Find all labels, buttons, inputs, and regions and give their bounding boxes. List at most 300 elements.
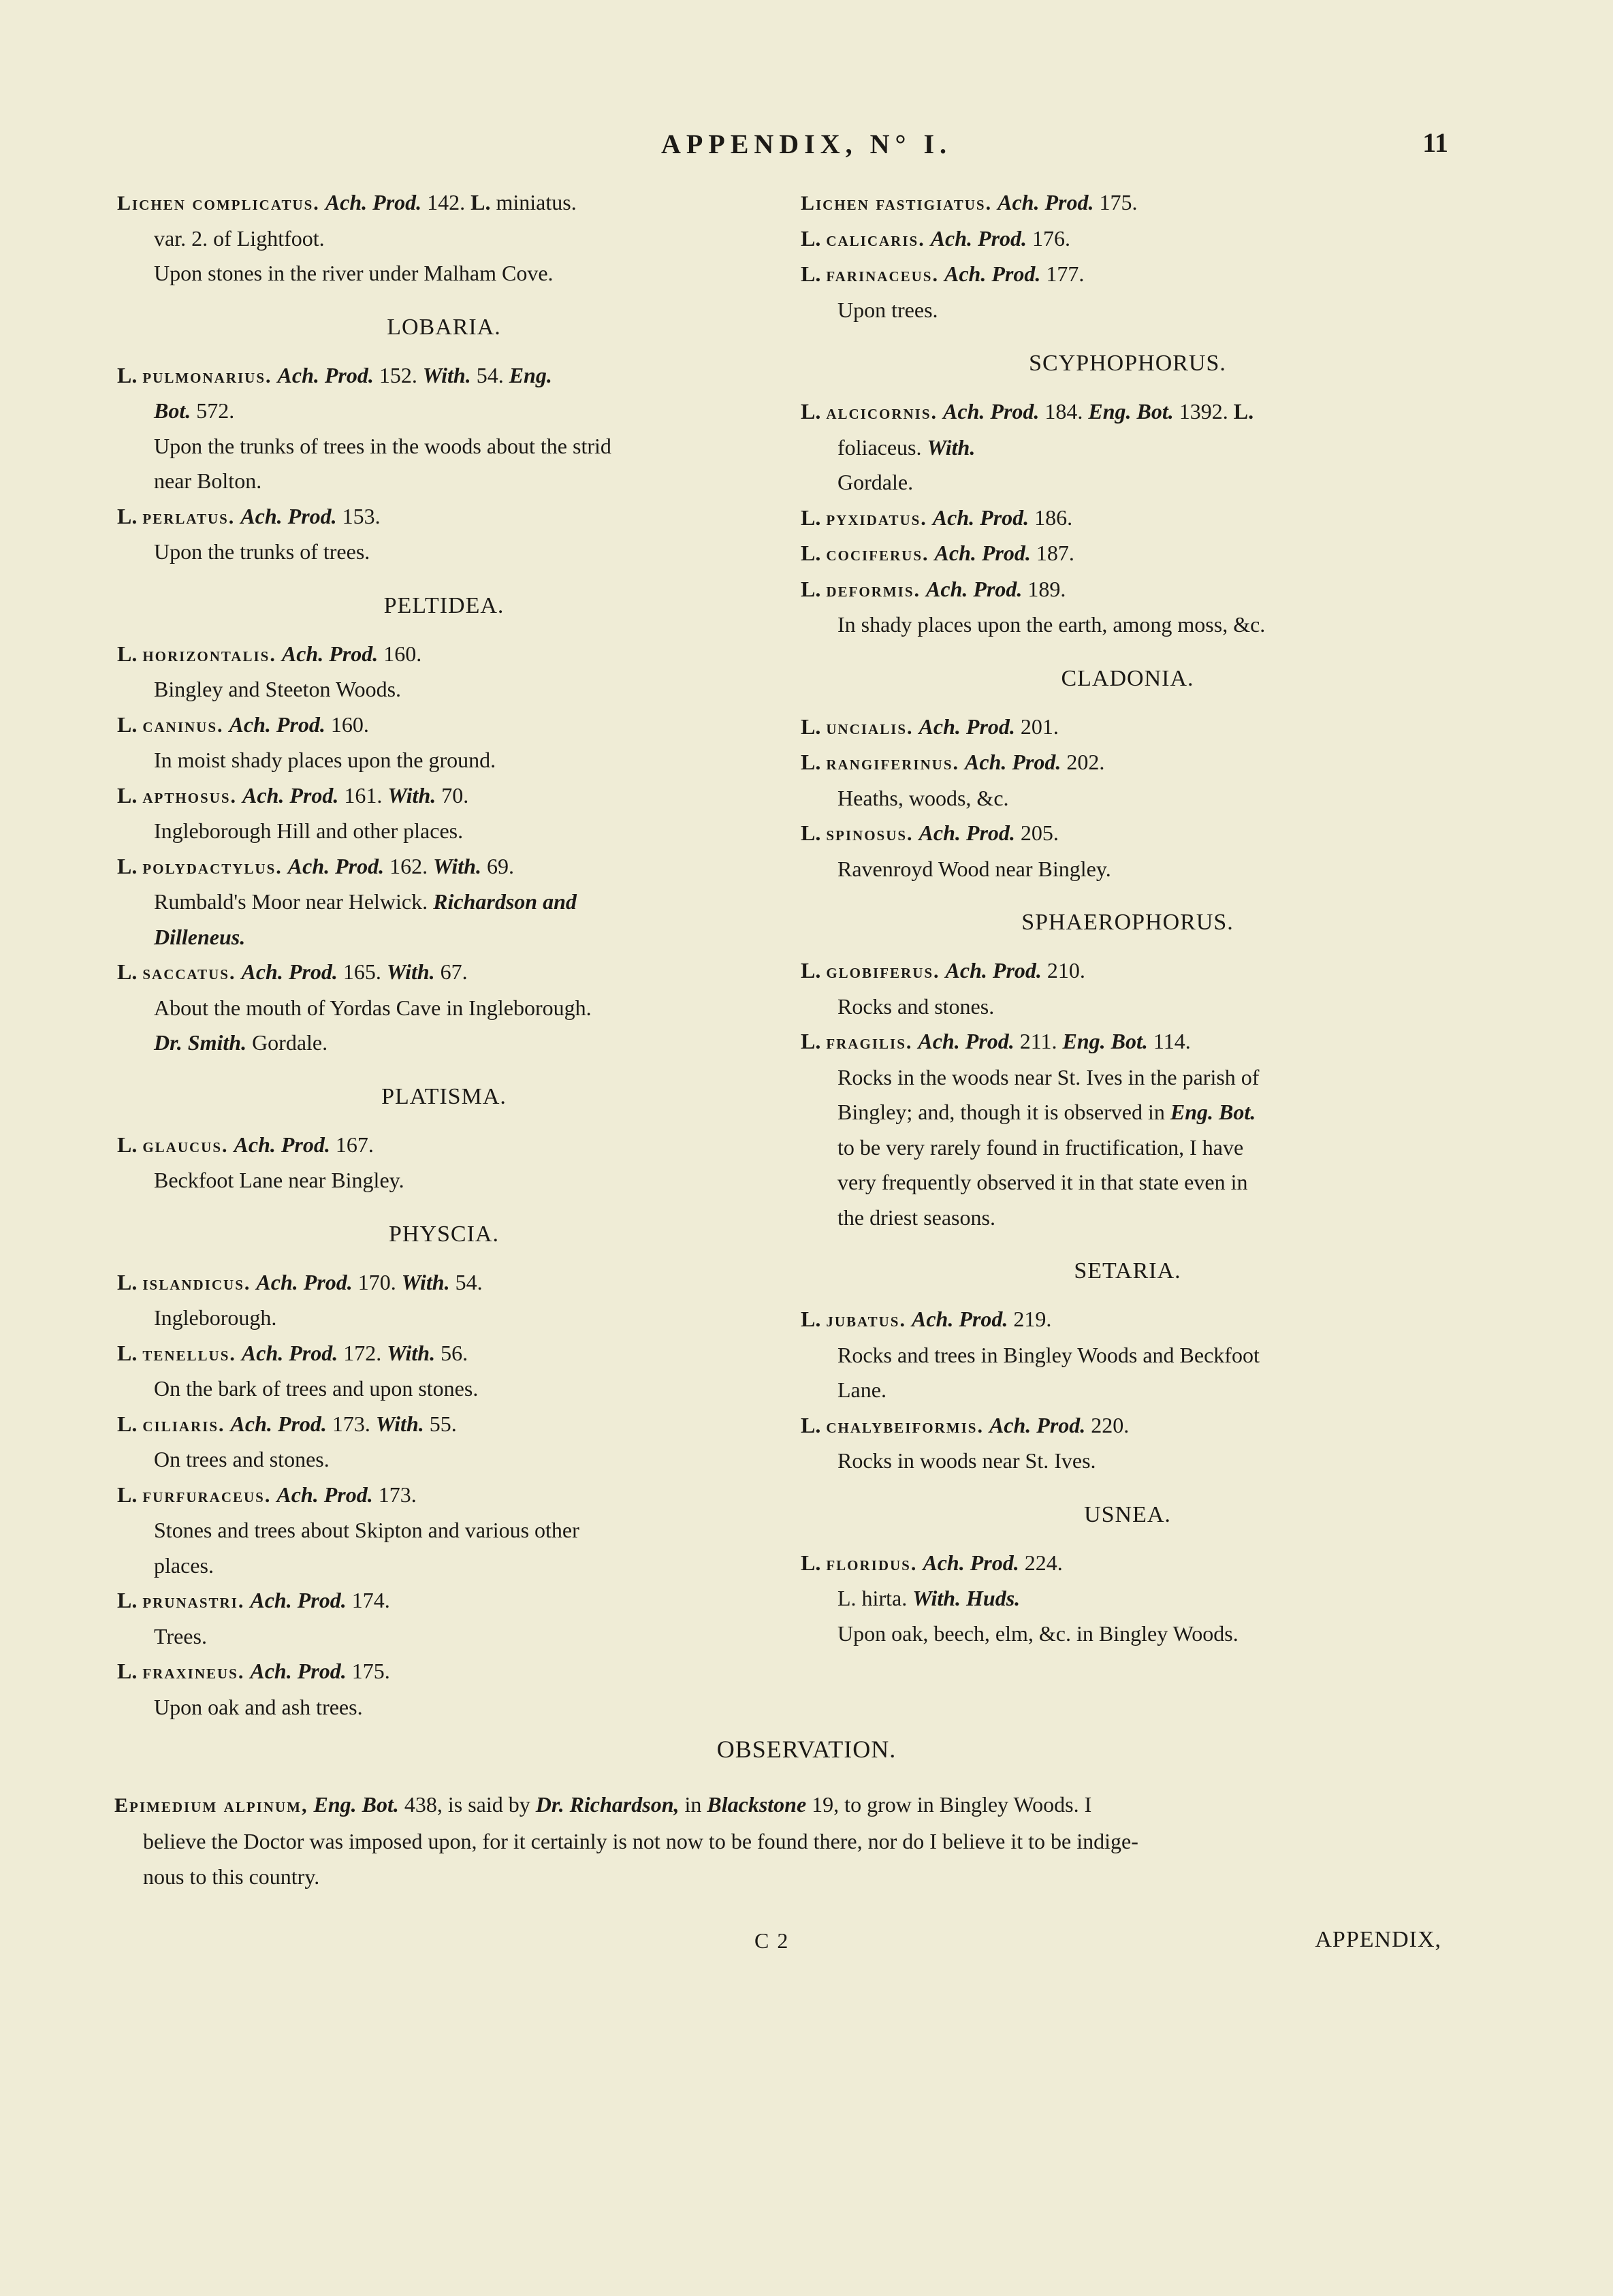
- species-name: fragilis.: [826, 1031, 913, 1053]
- text-run: 572.: [196, 398, 235, 423]
- reference: Blackstone: [707, 1792, 807, 1817]
- reference: Ach. Prod.: [930, 225, 1027, 251]
- entry-line: [801, 1060, 1454, 1096]
- right-column: [801, 185, 1454, 1651]
- reference: With.: [927, 434, 976, 460]
- reference: Eng. Bot.: [1062, 1029, 1148, 1053]
- text-run: 205.: [1020, 820, 1059, 845]
- text-run: 165.: [342, 959, 381, 984]
- text-run: Gordale.: [837, 470, 914, 494]
- text-run: 211.: [1019, 1029, 1057, 1053]
- text-run: 175.: [351, 1659, 390, 1683]
- reference: Ach. Prod.: [241, 959, 338, 984]
- entry-line-first: [117, 849, 771, 885]
- genus-abbrev: L.: [801, 1412, 821, 1437]
- species-entry: [117, 778, 771, 849]
- reference: With. Huds.: [912, 1586, 1021, 1610]
- text-run: 219.: [1013, 1307, 1052, 1331]
- species-name: perlatus.: [142, 505, 236, 528]
- genus-heading: LOBARIA.: [387, 314, 501, 340]
- entry-line: [117, 1025, 771, 1061]
- text-run: Trees.: [154, 1623, 207, 1648]
- species-entry: [801, 221, 1454, 257]
- reference: Ach. Prod.: [277, 362, 374, 387]
- entry-line: [117, 920, 771, 955]
- genus-abbrev: L.: [801, 820, 821, 845]
- catchword: APPENDIX,: [1315, 1927, 1441, 1952]
- observation-text: [114, 1787, 1459, 1894]
- species-entry: [117, 358, 771, 499]
- species-entry: [801, 709, 1454, 746]
- entry-line: [801, 1338, 1454, 1373]
- species-entry: [801, 1546, 1454, 1652]
- reference: With.: [387, 1340, 436, 1365]
- reference: Richardson and: [433, 889, 577, 914]
- species-entry: [117, 499, 771, 570]
- entry-line-first: [117, 1583, 771, 1619]
- genus-abbrev: L.: [801, 399, 821, 424]
- entry-line: [117, 1513, 771, 1548]
- genus-heading: PHYSCIA.: [389, 1221, 499, 1247]
- genus-abbrev: L.: [801, 576, 821, 601]
- reference: Ach. Prod.: [943, 399, 1040, 424]
- genus-heading: SPHAEROPHORUS.: [1021, 910, 1234, 935]
- reference: Ach. Prod.: [241, 1340, 338, 1365]
- reference: Dr. Smith.: [154, 1030, 247, 1055]
- entry-line: [117, 1548, 771, 1584]
- text-run: 210.: [1047, 958, 1085, 983]
- text-run: In moist shady places upon the ground.: [154, 748, 496, 772]
- entry-line-first: [801, 953, 1454, 989]
- species-entry: [801, 1408, 1454, 1479]
- entry-line-first: [801, 394, 1454, 430]
- text-run: Upon oak and ash trees.: [154, 1694, 363, 1719]
- entry-line-first: [801, 816, 1454, 852]
- text-run: 67.: [440, 959, 468, 984]
- reference: Ach. Prod.: [932, 505, 1029, 530]
- text-run: Upon the trunks of trees in the woods about the strid: [154, 433, 611, 458]
- text-run: 174.: [351, 1588, 390, 1612]
- text-run: 170.: [357, 1269, 396, 1294]
- text-run: 220.: [1091, 1412, 1130, 1437]
- entry-line: [801, 1616, 1454, 1652]
- species-name: pyxidatus.: [826, 507, 927, 530]
- entry-line: [117, 394, 771, 429]
- genus-abbrev: L.: [117, 853, 138, 878]
- species-entry: [801, 185, 1454, 221]
- reference: Ach. Prod.: [965, 750, 1061, 774]
- observation-heading: OBSERVATION.: [716, 1736, 897, 1763]
- species-entry: [117, 185, 771, 291]
- genus-abbrev: L.: [117, 362, 138, 387]
- text-run: 172.: [343, 1340, 382, 1365]
- signature-mark: C 2: [754, 1928, 790, 1953]
- text-run: near Bolton.: [154, 468, 262, 493]
- text-run: 167.: [335, 1132, 374, 1157]
- species-entry: [117, 1407, 771, 1478]
- text-run: Rocks and stones.: [837, 993, 995, 1019]
- genus-abbrev: L.: [117, 712, 138, 737]
- entry-line-first: [801, 709, 1454, 746]
- text-run: 54.: [476, 362, 504, 387]
- text-run: 189.: [1027, 576, 1066, 601]
- text-run: 142.: [427, 190, 466, 214]
- genus-abbrev: L.: [117, 1411, 138, 1436]
- text-run: 160.: [330, 712, 369, 737]
- species-name: spinosus.: [826, 823, 914, 845]
- entry-line-first: [117, 185, 771, 221]
- entry-line: [117, 991, 771, 1026]
- text-run: nous to this country.: [143, 1864, 320, 1889]
- entry-line-first: [117, 358, 771, 394]
- text-run: 152.: [379, 362, 417, 387]
- text-run: 201.: [1020, 714, 1059, 739]
- genus-abbrev: L.: [801, 714, 821, 739]
- species-entry: [117, 637, 771, 707]
- reference: Ach. Prod.: [989, 1412, 1086, 1437]
- genus-abbrev: L.: [117, 503, 138, 528]
- genus-abbrev: L.: [117, 1132, 138, 1157]
- reference: Bot.: [154, 398, 191, 423]
- entry-line: [801, 781, 1454, 816]
- text-run: places.: [154, 1552, 214, 1578]
- running-title: APPENDIX, N° I.: [660, 129, 953, 159]
- species-name: floridus.: [826, 1552, 918, 1575]
- text-run: Bingley and Steeton Woods.: [154, 677, 402, 701]
- genus-heading: USNEA.: [1084, 1501, 1171, 1527]
- species-entry: [801, 1302, 1454, 1408]
- text-run: Bingley; and, though it is observed in: [837, 1100, 1165, 1124]
- text-run: On the bark of trees and upon stones.: [154, 1376, 479, 1401]
- reference: Dilleneus.: [154, 924, 246, 949]
- entry-line: [117, 1301, 771, 1336]
- text-run: 187.: [1036, 541, 1074, 565]
- entry-line: [117, 535, 771, 570]
- species-entry: [117, 1478, 771, 1584]
- text-run: 177.: [1046, 261, 1085, 286]
- species-entry: [117, 1336, 771, 1407]
- reference: Ach. Prod.: [250, 1588, 347, 1612]
- entry-line-first: [801, 1408, 1454, 1444]
- entry-line: [117, 1163, 771, 1198]
- reference: Ach. Prod.: [287, 853, 385, 878]
- entry-line-first: [117, 1478, 771, 1514]
- observation-line: [114, 1823, 1459, 1859]
- species-name: islandicus.: [142, 1271, 251, 1294]
- entry-line: [801, 852, 1454, 887]
- text-run: Rocks in woods near St. Ives.: [837, 1448, 1096, 1473]
- text-run: very frequently observed it in that state even in: [837, 1170, 1248, 1194]
- reference: Ach. Prod.: [234, 1132, 330, 1157]
- entry-line: [801, 293, 1454, 328]
- species-entry: [117, 955, 771, 1061]
- reference: Ach. Prod.: [256, 1269, 353, 1294]
- text-run: Rocks and trees in Bingley Woods and Beckfoot: [837, 1342, 1260, 1367]
- species-name: Lichen complicatus.: [117, 192, 320, 214]
- species-entry: [117, 849, 771, 955]
- entry-line: [801, 1444, 1454, 1479]
- entry-line-first: [117, 707, 771, 744]
- genus-abbrev: L.: [801, 958, 821, 983]
- genus-abbrev: L.: [1233, 399, 1254, 424]
- text-run: 438, is said by: [404, 1792, 530, 1817]
- entry-line-first: [801, 572, 1454, 608]
- text-run: the driest seasons.: [837, 1205, 995, 1230]
- reference: Ach. Prod.: [250, 1659, 347, 1683]
- species-entry: [801, 745, 1454, 816]
- species-name: Lichen fastigiatus.: [801, 192, 993, 214]
- reference: Ach. Prod.: [923, 1550, 1019, 1575]
- species-name: fraxineus.: [142, 1661, 245, 1683]
- entry-line: [801, 1581, 1454, 1616]
- species-entry: [801, 500, 1454, 537]
- text-run: 70.: [441, 782, 469, 808]
- entry-line: [117, 743, 771, 778]
- entry-line: [117, 429, 771, 464]
- text-run: 19, to grow in Bingley Woods. I: [812, 1792, 1092, 1817]
- species-name: uncialis.: [826, 716, 914, 739]
- text-run: Upon oak, beech, elm, &c. in Bingley Woods.: [837, 1621, 1239, 1646]
- genus-abbrev: L.: [801, 541, 821, 565]
- text-run: to be very rarely found in fructification, I have: [837, 1134, 1244, 1160]
- species-name: furfuraceus.: [142, 1484, 272, 1507]
- species-name: farinaceus.: [826, 264, 939, 286]
- entry-line-first: [117, 955, 771, 991]
- reference: Ach. Prod.: [997, 190, 1094, 214]
- text-run: believe the Doctor was imposed upon, for it certainly is not now to be found there, nor do I believe it to be indige-: [143, 1829, 1138, 1853]
- reference: Ach. Prod.: [945, 958, 1042, 983]
- reference: Eng.: [509, 362, 552, 387]
- entry-line-first: [801, 1024, 1454, 1060]
- entry-line: [801, 1130, 1454, 1166]
- page-number: 11: [1422, 127, 1448, 158]
- text-run: 153.: [342, 503, 381, 528]
- species-name: polydactylus.: [142, 855, 283, 878]
- text-run: Rocks in the woods near St. Ives in the parish of: [837, 1064, 1260, 1089]
- genus-abbrev: L.: [117, 1659, 138, 1683]
- text-run: 175.: [1099, 190, 1138, 214]
- species-name: globiferus.: [826, 960, 940, 983]
- species-entry: [801, 572, 1454, 643]
- entry-line: [117, 1619, 771, 1655]
- genus-heading: CLADONIA.: [1061, 665, 1194, 691]
- text-run: 173.: [332, 1411, 370, 1436]
- text-run: Upon trees.: [837, 297, 938, 322]
- reference: Ach. Prod.: [240, 503, 337, 528]
- genus-abbrev: L.: [801, 225, 821, 251]
- species-entry: [117, 1265, 771, 1336]
- entry-line-first: [117, 1407, 771, 1443]
- species-name: horizontalis.: [142, 643, 276, 666]
- entry-line: [801, 1373, 1454, 1408]
- entry-line: [117, 221, 771, 257]
- left-column: [117, 185, 771, 1725]
- species-entry: [117, 1583, 771, 1654]
- entry-line: [117, 814, 771, 849]
- text-run: 202.: [1066, 750, 1105, 774]
- entry-line-first: [117, 1336, 771, 1372]
- text-run: L. hirta.: [837, 1586, 908, 1610]
- entry-line-first: [801, 1546, 1454, 1582]
- text-run: var. 2. of Lightfoot.: [154, 225, 325, 251]
- reference: With.: [422, 362, 471, 387]
- observation-line: [114, 1787, 1459, 1823]
- genus-abbrev: L.: [117, 1340, 138, 1365]
- species-name: Epimedium alpinum,: [114, 1794, 308, 1817]
- reference: Ach. Prod.: [919, 820, 1015, 845]
- entry-line: [117, 1690, 771, 1725]
- text-run: 55.: [429, 1411, 457, 1436]
- species-name: caninus.: [142, 714, 224, 737]
- genus-heading: SCYPHOPHORUS.: [1029, 351, 1226, 376]
- entry-line: [801, 430, 1454, 466]
- reference: Ach. Prod.: [926, 576, 1023, 601]
- genus-abbrev: L.: [470, 190, 491, 214]
- species-name: calicaris.: [826, 227, 925, 251]
- text-run: 56.: [441, 1340, 468, 1365]
- species-entry: [801, 257, 1454, 328]
- genus-abbrev: L.: [117, 959, 138, 984]
- species-entry: [801, 816, 1454, 887]
- reference: Ach. Prod.: [944, 261, 1041, 286]
- text-run: Rumbald's Moor near Helwick.: [154, 889, 428, 914]
- text-run: 161.: [344, 782, 383, 808]
- species-name: alcicornis.: [826, 401, 938, 424]
- reference: Ach. Prod.: [934, 541, 1031, 565]
- text-run: Ingleborough.: [154, 1305, 277, 1330]
- text-run: 1392.: [1179, 399, 1228, 424]
- text-run: Heaths, woods, &c.: [837, 785, 1009, 810]
- entry-line-first: [801, 221, 1454, 257]
- observation-line: [114, 1859, 1459, 1894]
- species-name: deformis.: [826, 578, 921, 601]
- reference: Eng. Bot.: [313, 1792, 399, 1817]
- entry-line: [801, 465, 1454, 500]
- reference: Ach. Prod.: [919, 714, 1015, 739]
- text-run: foliaceus.: [837, 434, 922, 460]
- entry-line-first: [117, 1265, 771, 1301]
- genus-abbrev: L.: [801, 505, 821, 530]
- species-name: rangiferinus.: [826, 752, 960, 774]
- text-run: Stones and trees about Skipton and various other: [154, 1518, 579, 1542]
- genus-abbrev: L.: [117, 1269, 138, 1294]
- entry-line-first: [117, 1654, 771, 1690]
- text-run: in: [684, 1792, 702, 1817]
- reference: With.: [401, 1269, 450, 1294]
- text-run: Beckfoot Lane near Bingley.: [154, 1168, 404, 1192]
- entry-line: [117, 464, 771, 499]
- entry-line-first: [117, 1128, 771, 1164]
- text-run: Lane.: [837, 1377, 887, 1402]
- entry-line: [117, 672, 771, 707]
- text-run: 114.: [1153, 1029, 1191, 1053]
- reference: Ach. Prod.: [229, 712, 325, 737]
- text-run: miniatus.: [496, 190, 577, 214]
- reference: Ach. Prod.: [325, 190, 422, 214]
- text-run: In shady places upon the earth, among moss, &c.: [837, 612, 1266, 637]
- text-run: 224.: [1024, 1550, 1063, 1575]
- species-entry: [801, 1024, 1454, 1235]
- entry-line: [801, 1200, 1454, 1236]
- text-run: 184.: [1044, 399, 1083, 424]
- species-name: cociferus.: [826, 543, 929, 565]
- species-entry: [117, 1128, 771, 1198]
- reference: Eng. Bot.: [1088, 399, 1174, 424]
- text-run: Upon stones in the river under Malham Cove.: [154, 261, 554, 285]
- text-run: 173.: [378, 1482, 417, 1507]
- reference: With.: [387, 782, 436, 808]
- entry-line: [801, 607, 1454, 643]
- genus-abbrev: L.: [801, 1029, 821, 1053]
- genus-abbrev: L.: [801, 261, 821, 286]
- genus-heading: SETARIA.: [1074, 1258, 1181, 1283]
- entry-line-first: [117, 637, 771, 673]
- species-name: tenellus.: [142, 1342, 236, 1365]
- reference: Ach. Prod.: [242, 782, 339, 808]
- species-entry: [801, 394, 1454, 500]
- reference: With.: [433, 853, 481, 878]
- entry-line-first: [801, 536, 1454, 572]
- reference: With.: [375, 1411, 424, 1436]
- species-entry: [801, 953, 1454, 1024]
- entry-line: [117, 884, 771, 920]
- entry-line-first: [801, 1302, 1454, 1338]
- reference: Ach. Prod.: [911, 1307, 1008, 1331]
- entry-line-first: [117, 778, 771, 814]
- text-run: 160.: [383, 641, 422, 666]
- entry-line: [117, 1442, 771, 1478]
- text-run: 54.: [455, 1269, 483, 1294]
- reference: Ach. Prod.: [230, 1411, 327, 1436]
- species-name: ciliaris.: [142, 1413, 225, 1436]
- species-name: apthosus.: [142, 784, 238, 808]
- genus-abbrev: L.: [801, 750, 821, 774]
- entry-line: [117, 1371, 771, 1407]
- text-run: 186.: [1034, 505, 1073, 530]
- entry-line-first: [801, 745, 1454, 781]
- species-entry: [117, 707, 771, 778]
- species-entry: [801, 536, 1454, 572]
- species-name: pulmonarius.: [142, 364, 272, 387]
- species-name: prunastri.: [142, 1590, 245, 1612]
- text-run: 176.: [1032, 225, 1071, 251]
- species-entry: [117, 1654, 771, 1725]
- genus-abbrev: L.: [117, 1588, 138, 1612]
- text-run: Ravenroyd Wood near Bingley.: [837, 856, 1111, 881]
- species-name: glaucus.: [142, 1134, 229, 1157]
- entry-line-first: [801, 185, 1454, 221]
- genus-abbrev: L.: [117, 641, 138, 666]
- text-run: Ingleborough Hill and other places.: [154, 818, 464, 843]
- text-run: About the mouth of Yordas Cave in Ingleborough.: [154, 995, 592, 1020]
- reference: Eng. Bot.: [1170, 1100, 1256, 1124]
- text-run: 162.: [389, 853, 428, 878]
- entry-line: [801, 989, 1454, 1025]
- text-run: Gordale.: [252, 1030, 328, 1055]
- entry-line-first: [801, 257, 1454, 293]
- species-name: jubatus.: [826, 1309, 906, 1331]
- genus-heading: PLATISMA.: [381, 1083, 507, 1109]
- entry-line-first: [117, 499, 771, 535]
- species-name: chalybeiformis.: [826, 1414, 984, 1437]
- text-run: Upon the trunks of trees.: [154, 539, 370, 564]
- entry-line: [801, 1095, 1454, 1130]
- reference: Ach. Prod.: [918, 1029, 1015, 1053]
- entry-line: [117, 256, 771, 291]
- entry-line: [801, 1165, 1454, 1200]
- reference: Dr. Richardson,: [535, 1792, 680, 1817]
- reference: Ach. Prod.: [281, 641, 379, 666]
